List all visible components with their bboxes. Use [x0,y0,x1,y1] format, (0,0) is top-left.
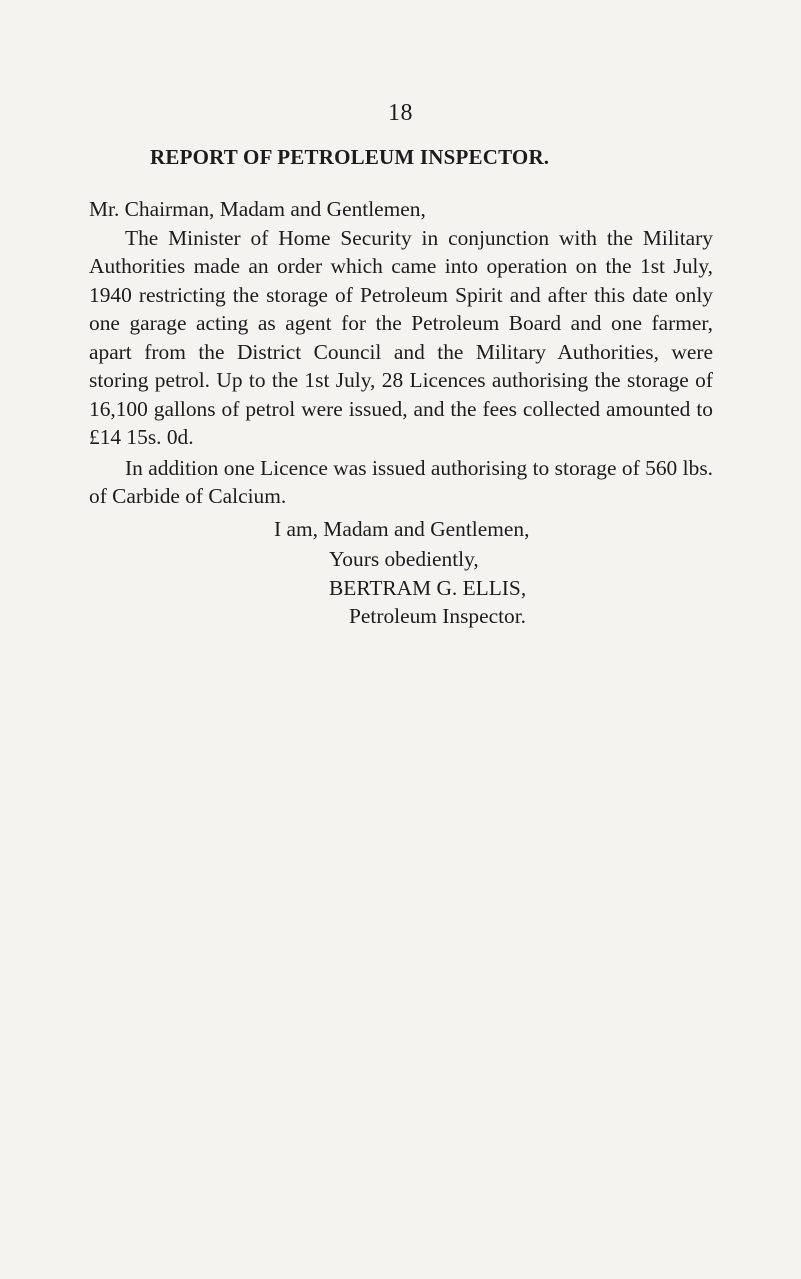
paragraph-carbide-licence: In addition one Licence was issued authorising to storage of 560 lbs. of Carbide of Calcium. [89,455,713,508]
report-body [89,195,713,631]
signatory-name: BERTRAM G. ELLIS, [329,575,527,600]
paragraph-order-and-licences: The Minister of Home Security in conjunction with the Military Authorities made an order which came into operation on the 1st July, 1940 restricting the storage of Petroleum Spirit and after this date only one garage acting as agent for the Petroleum Board and one farmer, apart from the District Council and the Military Authorities, were storing petrol. Up to the 1st July, 28 Licences authorising the storage of 16,100 gallons of petrol were issued, and the fees collected amounted to £14 15s. 0d. [89,225,713,449]
report-title: REPORT OF PETROLEUM INSPECTOR. [150,145,550,169]
closing-block [89,515,713,631]
signatory-title: Petroleum Inspector. [349,604,527,628]
page-number: 18 [388,100,413,126]
valediction: Yours obediently, [329,547,479,571]
salutation: Mr. Chairman, Madam and Gentlemen, [89,197,426,221]
closing-line: I am, Madam and Gentlemen, [274,516,530,541]
